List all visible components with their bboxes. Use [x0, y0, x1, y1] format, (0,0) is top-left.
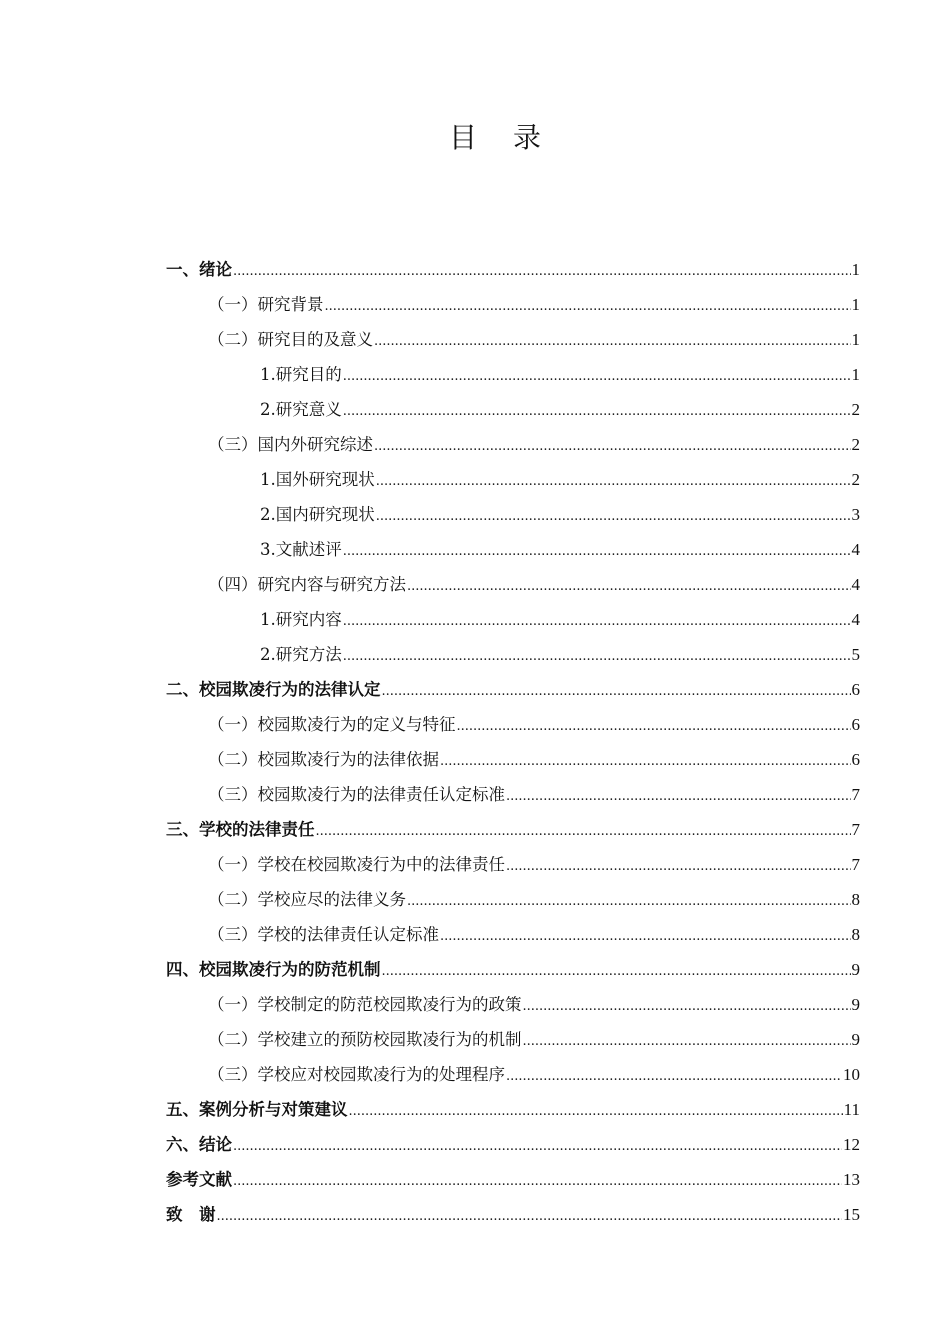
toc-entry-label: 1.研究内容	[260, 610, 342, 629]
dot-leader	[506, 779, 851, 814]
dot-leader	[343, 534, 851, 569]
toc-entry-page-number: 1	[851, 330, 860, 349]
dot-leader	[457, 709, 851, 744]
dot-leader	[233, 1164, 842, 1199]
toc-entry[interactable]	[166, 567, 860, 602]
toc-entry[interactable]	[166, 497, 860, 532]
dot-leader	[376, 464, 851, 499]
dot-leader	[382, 674, 851, 709]
toc-entry-label: 1.国外研究现状	[260, 470, 375, 489]
dot-leader	[343, 359, 851, 394]
toc-entry-page-number: 9	[851, 995, 860, 1014]
toc-entry-label: （一）研究背景	[208, 295, 324, 314]
dot-leader	[374, 324, 851, 359]
toc-entry-page-number: 4	[851, 575, 860, 594]
toc-entry-page-number: 2	[851, 400, 860, 419]
toc-entry-page-number: 6	[851, 715, 860, 734]
toc-entry-page-number: 13	[843, 1170, 860, 1189]
toc-entry[interactable]	[166, 742, 860, 777]
toc-entry-page-number: 4	[851, 540, 860, 559]
dot-leader	[506, 849, 851, 884]
toc-entry-page-number: 15	[843, 1205, 860, 1224]
dot-leader	[233, 254, 851, 289]
toc-entry-page-number: 1	[851, 260, 860, 279]
toc-entry[interactable]	[166, 287, 860, 322]
toc-entry-page-number: 9	[851, 960, 860, 979]
toc-entry-label: （三）校园欺凌行为的法律责任认定标准	[208, 785, 505, 804]
toc-entry[interactable]	[166, 427, 860, 462]
toc-entry-page-number: 8	[851, 925, 860, 944]
toc-entry-label: 三、学校的法律责任	[166, 820, 315, 839]
toc-entry-label: （三）学校应对校园欺凌行为的处理程序	[208, 1065, 505, 1084]
toc-entry-page-number: 8	[851, 890, 860, 909]
toc-entry-label: （二）学校应尽的法律义务	[208, 890, 406, 909]
toc-entry-label: （二）学校建立的预防校园欺凌行为的机制	[208, 1030, 522, 1049]
dot-leader	[506, 1059, 842, 1094]
toc-entry[interactable]	[166, 672, 860, 707]
toc-entry[interactable]	[166, 1127, 860, 1162]
dot-leader	[217, 1199, 843, 1234]
toc-entry[interactable]	[166, 1197, 860, 1232]
toc-entry-page-number: 1	[851, 365, 860, 384]
toc-entry-page-number: 11	[843, 1100, 860, 1119]
toc-entry[interactable]	[166, 917, 860, 952]
toc-entry-label: 二、校园欺凌行为的法律认定	[166, 680, 381, 699]
toc-entry[interactable]	[166, 602, 860, 637]
toc-entry[interactable]	[166, 322, 860, 357]
toc-entry-page-number: 4	[851, 610, 860, 629]
dot-leader	[376, 499, 851, 534]
toc-title-char-1: 目	[448, 121, 477, 154]
toc-entry-label: 2.研究方法	[260, 645, 342, 664]
toc-entry-label: （二）校园欺凌行为的法律依据	[208, 750, 439, 769]
toc-entry-label: 六、结论	[166, 1135, 232, 1154]
dot-leader	[343, 639, 851, 674]
toc-entry-label: （四）研究内容与研究方法	[208, 575, 406, 594]
toc-entry[interactable]	[166, 252, 860, 287]
toc-entry-page-number: 10	[843, 1065, 860, 1084]
toc-entry-page-number: 12	[843, 1135, 860, 1154]
toc-entry[interactable]	[166, 1022, 860, 1057]
toc-entry[interactable]	[166, 847, 860, 882]
toc-entry[interactable]	[166, 707, 860, 742]
toc-entry[interactable]	[166, 1092, 860, 1127]
toc-entry-label: 2.国内研究现状	[260, 505, 375, 524]
toc-entry-label: （一）学校制定的防范校园欺凌行为的政策	[208, 995, 522, 1014]
toc-title-char-2: 录	[513, 121, 542, 154]
dot-leader	[343, 604, 851, 639]
toc-entry-page-number: 9	[851, 1030, 860, 1049]
toc-entry-page-number: 7	[851, 785, 860, 804]
toc-entry-page-number: 3	[851, 505, 860, 524]
dot-leader	[233, 1129, 842, 1164]
toc-entry[interactable]	[166, 812, 860, 847]
dot-leader	[382, 954, 851, 989]
toc-entry[interactable]	[166, 357, 860, 392]
toc-entry-label: （一）学校在校园欺凌行为中的法律责任	[208, 855, 505, 874]
toc-entry-page-number: 1	[851, 295, 860, 314]
toc-entry-page-number: 7	[851, 855, 860, 874]
dot-leader	[407, 884, 851, 919]
toc-entry-label: 2.研究意义	[260, 400, 342, 419]
toc-entry-page-number: 7	[851, 820, 860, 839]
toc-entry-page-number: 2	[851, 470, 860, 489]
dot-leader	[374, 429, 851, 464]
toc-entry-page-number: 6	[851, 680, 860, 699]
toc-entry[interactable]	[166, 392, 860, 427]
dot-leader	[316, 814, 851, 849]
toc-entry-page-number: 5	[851, 645, 860, 664]
dot-leader	[440, 744, 851, 779]
toc-entry[interactable]	[166, 777, 860, 812]
toc-entry[interactable]	[166, 1057, 860, 1092]
toc-entry[interactable]	[166, 462, 860, 497]
toc-entry[interactable]	[166, 952, 860, 987]
toc-entry[interactable]	[166, 987, 860, 1022]
toc-entry-label: 1.研究目的	[260, 365, 342, 384]
toc-entry[interactable]	[166, 882, 860, 917]
dot-leader	[407, 569, 851, 604]
table-of-contents	[166, 252, 860, 1232]
toc-entry-label: （三）国内外研究综述	[208, 435, 373, 454]
dot-leader	[349, 1094, 843, 1129]
dot-leader	[325, 289, 851, 324]
toc-entry-label: 致 谢	[166, 1205, 216, 1224]
toc-entry[interactable]	[166, 637, 860, 672]
toc-entry[interactable]	[166, 532, 860, 567]
dot-leader	[523, 989, 851, 1024]
dot-leader	[343, 394, 851, 429]
toc-entry-label: 四、校园欺凌行为的防范机制	[166, 960, 381, 979]
toc-entry-page-number: 2	[851, 435, 860, 454]
toc-entry-label: （二）研究目的及意义	[208, 330, 373, 349]
toc-entry-label: （一）校园欺凌行为的定义与特征	[208, 715, 456, 734]
toc-entry-label: （三）学校的法律责任认定标准	[208, 925, 439, 944]
toc-entry-page-number: 6	[851, 750, 860, 769]
toc-entry-label: 3.文献述评	[260, 540, 342, 559]
dot-leader	[440, 919, 851, 954]
toc-entry[interactable]	[166, 1162, 860, 1197]
toc-entry-label: 一、绪论	[166, 260, 232, 279]
toc-title	[0, 118, 950, 158]
toc-entry-label: 参考文献	[166, 1170, 232, 1189]
toc-entry-label: 五、案例分析与对策建议	[166, 1100, 348, 1119]
dot-leader	[523, 1024, 851, 1059]
